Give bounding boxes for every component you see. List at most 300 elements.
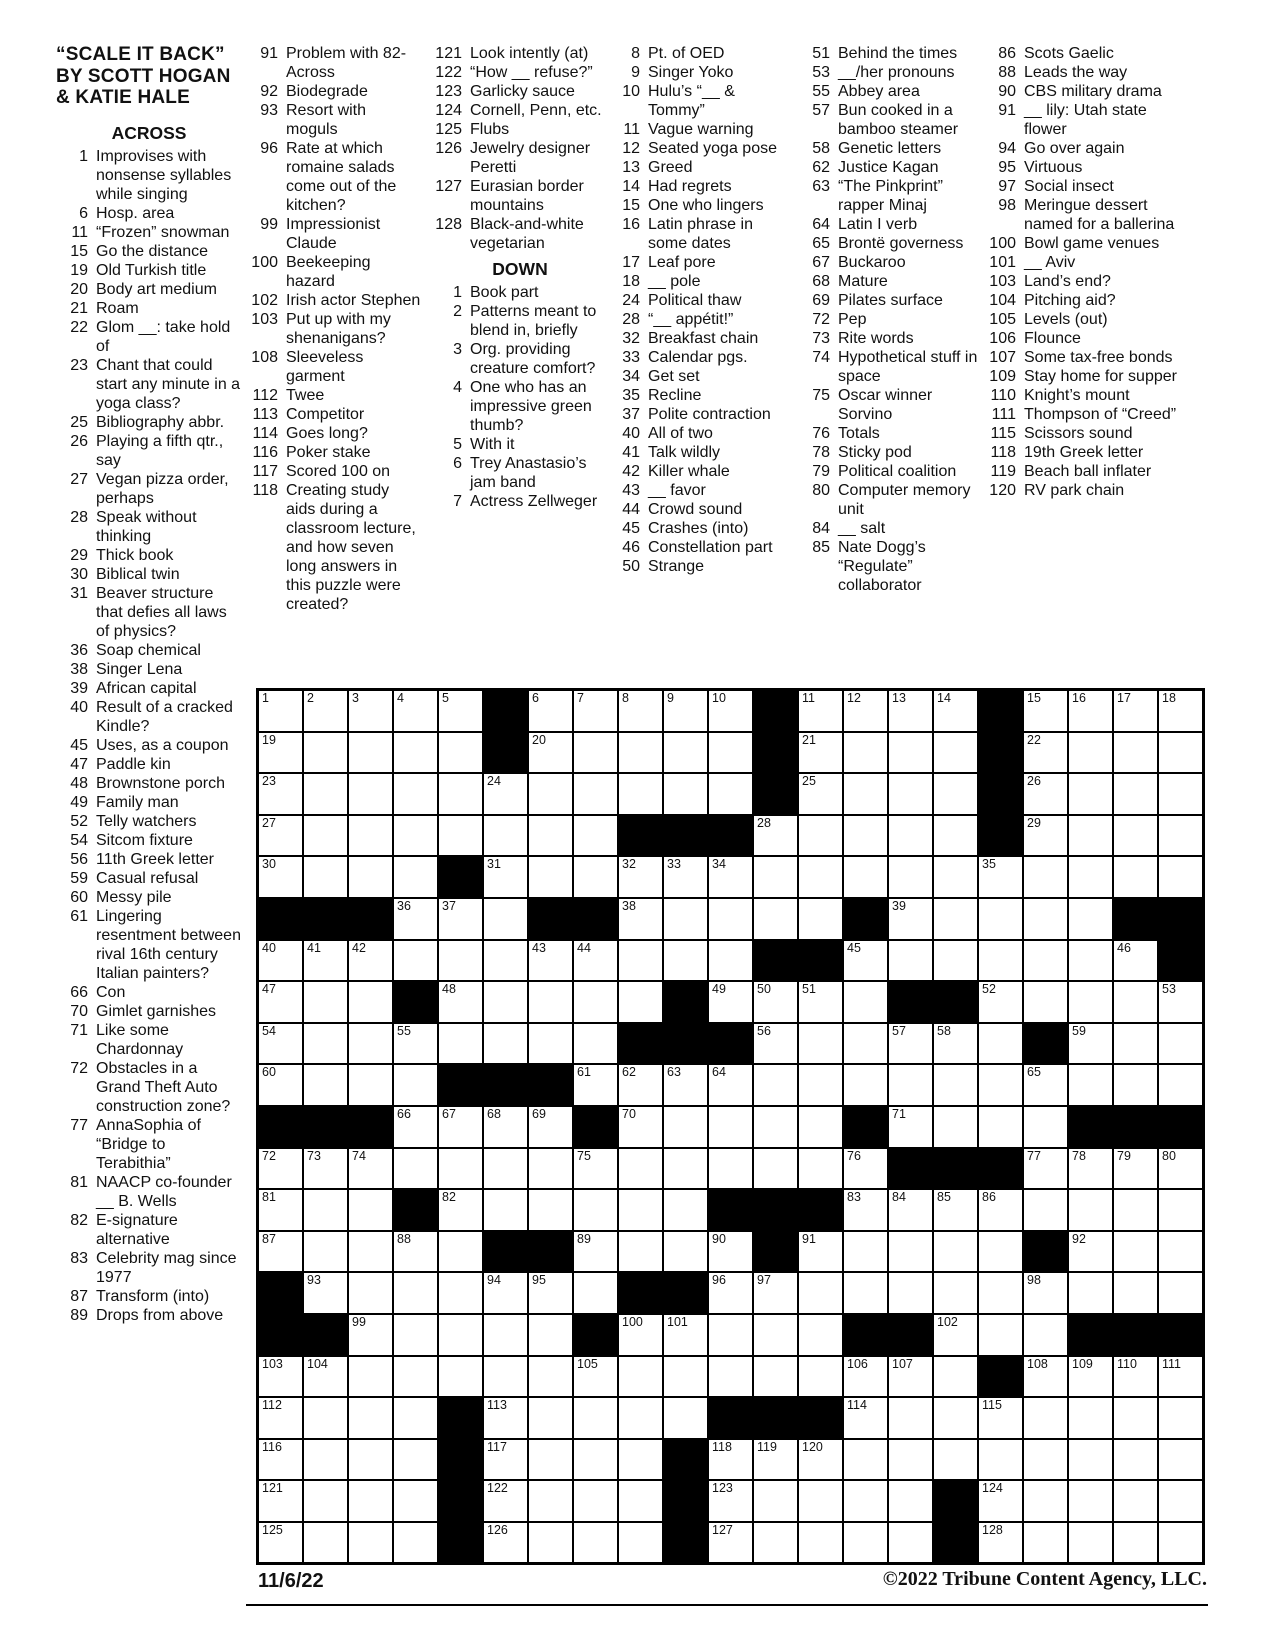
grid-cell-r5-c9[interactable]: [619, 857, 662, 897]
grid-cell-r12-c19[interactable]: [1069, 1149, 1112, 1189]
grid-cell-r10-c14[interactable]: [844, 1065, 887, 1105]
grid-cell-r19-c2[interactable]: [304, 1440, 347, 1480]
grid-cell-r4-c14[interactable]: [844, 816, 887, 856]
grid-cell-r3-c18[interactable]: [1024, 774, 1067, 814]
grid-cell-r10-c4[interactable]: [394, 1065, 437, 1105]
grid-cell-r3-c10[interactable]: [664, 774, 707, 814]
grid-cell-r18-c16[interactable]: [934, 1398, 977, 1438]
grid-cell-r1-c5[interactable]: [439, 691, 482, 731]
grid-cell-r3-c15[interactable]: [889, 774, 932, 814]
grid-cell-r5-c6[interactable]: [484, 857, 527, 897]
grid-cell-r13-c1[interactable]: [259, 1190, 302, 1230]
grid-cell-r8-c2[interactable]: [304, 982, 347, 1022]
grid-cell-r13-c16[interactable]: [934, 1190, 977, 1230]
grid-cell-r18-c1[interactable]: [259, 1398, 302, 1438]
grid-cell-r12-c10[interactable]: [664, 1149, 707, 1189]
grid-cell-r1-c11[interactable]: [709, 691, 752, 731]
grid-cell-r13-c21[interactable]: [1159, 1190, 1202, 1230]
grid-cell-r5-c4[interactable]: [394, 857, 437, 897]
grid-cell-r12-c13[interactable]: [799, 1149, 842, 1189]
grid-cell-r8-c17[interactable]: [979, 982, 1022, 1022]
grid-cell-r7-c17[interactable]: [979, 941, 1022, 981]
grid-cell-r6-c5[interactable]: [439, 899, 482, 939]
grid-cell-r4-c15[interactable]: [889, 816, 932, 856]
grid-cell-r19-c7[interactable]: [529, 1440, 572, 1480]
grid-cell-r5-c17[interactable]: [979, 857, 1022, 897]
grid-cell-r20-c12[interactable]: [754, 1481, 797, 1521]
grid-cell-r7-c4[interactable]: [394, 941, 437, 981]
grid-cell-r17-c12[interactable]: [754, 1357, 797, 1397]
grid-cell-r9-c5[interactable]: [439, 1024, 482, 1064]
grid-cell-r7-c14[interactable]: [844, 941, 887, 981]
grid-cell-r14-c17[interactable]: [979, 1232, 1022, 1272]
grid-cell-r7-c1[interactable]: [259, 941, 302, 981]
grid-cell-r8-c6[interactable]: [484, 982, 527, 1022]
grid-cell-r6-c6[interactable]: [484, 899, 527, 939]
grid-cell-r2-c10[interactable]: [664, 733, 707, 773]
grid-cell-r10-c2[interactable]: [304, 1065, 347, 1105]
grid-cell-r5-c1[interactable]: [259, 857, 302, 897]
grid-cell-r12-c18[interactable]: [1024, 1149, 1067, 1189]
grid-cell-r5-c15[interactable]: [889, 857, 932, 897]
grid-cell-r6-c15[interactable]: [889, 899, 932, 939]
grid-cell-r20-c17[interactable]: [979, 1481, 1022, 1521]
grid-cell-r5-c20[interactable]: [1114, 857, 1157, 897]
grid-cell-r15-c19[interactable]: [1069, 1273, 1112, 1313]
grid-cell-r10-c11[interactable]: [709, 1065, 752, 1105]
grid-cell-r16-c7[interactable]: [529, 1315, 572, 1355]
grid-cell-r3-c14[interactable]: [844, 774, 887, 814]
grid-cell-r13-c18[interactable]: [1024, 1190, 1067, 1230]
grid-cell-r6-c16[interactable]: [934, 899, 977, 939]
grid-cell-r3-c13[interactable]: [799, 774, 842, 814]
grid-cell-r8-c8[interactable]: [574, 982, 617, 1022]
grid-cell-r21-c1[interactable]: [259, 1523, 302, 1563]
grid-cell-r12-c2[interactable]: [304, 1149, 347, 1189]
grid-cell-r12-c12[interactable]: [754, 1149, 797, 1189]
grid-cell-r4-c2[interactable]: [304, 816, 347, 856]
grid-cell-r21-c7[interactable]: [529, 1523, 572, 1563]
grid-cell-r6-c18[interactable]: [1024, 899, 1067, 939]
grid-cell-r4-c4[interactable]: [394, 816, 437, 856]
grid-cell-r7-c11[interactable]: [709, 941, 752, 981]
grid-cell-r6-c9[interactable]: [619, 899, 662, 939]
grid-cell-r15-c15[interactable]: [889, 1273, 932, 1313]
grid-cell-r2-c13[interactable]: [799, 733, 842, 773]
grid-cell-r16-c16[interactable]: [934, 1315, 977, 1355]
grid-cell-r16-c4[interactable]: [394, 1315, 437, 1355]
grid-cell-r21-c6[interactable]: [484, 1523, 527, 1563]
grid-cell-r20-c14[interactable]: [844, 1481, 887, 1521]
grid-cell-r10-c8[interactable]: [574, 1065, 617, 1105]
grid-cell-r14-c20[interactable]: [1114, 1232, 1157, 1272]
grid-cell-r7-c19[interactable]: [1069, 941, 1112, 981]
grid-cell-r5-c2[interactable]: [304, 857, 347, 897]
grid-cell-r1-c8[interactable]: [574, 691, 617, 731]
grid-cell-r17-c6[interactable]: [484, 1357, 527, 1397]
grid-cell-r13-c17[interactable]: [979, 1190, 1022, 1230]
grid-cell-r12-c11[interactable]: [709, 1149, 752, 1189]
grid-cell-r12-c14[interactable]: [844, 1149, 887, 1189]
grid-cell-r11-c7[interactable]: [529, 1107, 572, 1147]
grid-cell-r13-c15[interactable]: [889, 1190, 932, 1230]
grid-cell-r3-c5[interactable]: [439, 774, 482, 814]
grid-cell-r18-c6[interactable]: [484, 1398, 527, 1438]
grid-cell-r11-c11[interactable]: [709, 1107, 752, 1147]
grid-cell-r21-c3[interactable]: [349, 1523, 392, 1563]
grid-cell-r9-c19[interactable]: [1069, 1024, 1112, 1064]
grid-cell-r14-c3[interactable]: [349, 1232, 392, 1272]
grid-cell-r1-c16[interactable]: [934, 691, 977, 731]
grid-cell-r19-c9[interactable]: [619, 1440, 662, 1480]
grid-cell-r19-c11[interactable]: [709, 1440, 752, 1480]
grid-cell-r20-c18[interactable]: [1024, 1481, 1067, 1521]
grid-cell-r20-c15[interactable]: [889, 1481, 932, 1521]
grid-cell-r4-c6[interactable]: [484, 816, 527, 856]
grid-cell-r13-c10[interactable]: [664, 1190, 707, 1230]
grid-cell-r10-c3[interactable]: [349, 1065, 392, 1105]
grid-cell-r2-c4[interactable]: [394, 733, 437, 773]
grid-cell-r7-c20[interactable]: [1114, 941, 1157, 981]
grid-cell-r18-c19[interactable]: [1069, 1398, 1112, 1438]
grid-cell-r10-c17[interactable]: [979, 1065, 1022, 1105]
grid-cell-r3-c2[interactable]: [304, 774, 347, 814]
grid-cell-r4-c3[interactable]: [349, 816, 392, 856]
grid-cell-r10-c18[interactable]: [1024, 1065, 1067, 1105]
grid-cell-r2-c19[interactable]: [1069, 733, 1112, 773]
grid-cell-r9-c17[interactable]: [979, 1024, 1022, 1064]
grid-cell-r17-c10[interactable]: [664, 1357, 707, 1397]
grid-cell-r17-c19[interactable]: [1069, 1357, 1112, 1397]
grid-cell-r18-c3[interactable]: [349, 1398, 392, 1438]
grid-cell-r15-c7[interactable]: [529, 1273, 572, 1313]
grid-cell-r16-c5[interactable]: [439, 1315, 482, 1355]
grid-cell-r9-c14[interactable]: [844, 1024, 887, 1064]
grid-cell-r9-c6[interactable]: [484, 1024, 527, 1064]
grid-cell-r13-c9[interactable]: [619, 1190, 662, 1230]
grid-cell-r17-c4[interactable]: [394, 1357, 437, 1397]
grid-cell-r14-c15[interactable]: [889, 1232, 932, 1272]
grid-cell-r20-c3[interactable]: [349, 1481, 392, 1521]
grid-cell-r10-c15[interactable]: [889, 1065, 932, 1105]
grid-cell-r19-c17[interactable]: [979, 1440, 1022, 1480]
grid-cell-r2-c2[interactable]: [304, 733, 347, 773]
grid-cell-r9-c3[interactable]: [349, 1024, 392, 1064]
grid-cell-r6-c11[interactable]: [709, 899, 752, 939]
grid-cell-r19-c14[interactable]: [844, 1440, 887, 1480]
grid-cell-r17-c18[interactable]: [1024, 1357, 1067, 1397]
grid-cell-r8-c19[interactable]: [1069, 982, 1112, 1022]
grid-cell-r15-c8[interactable]: [574, 1273, 617, 1313]
grid-cell-r14-c14[interactable]: [844, 1232, 887, 1272]
grid-cell-r1-c21[interactable]: [1159, 691, 1202, 731]
grid-cell-r20-c9[interactable]: [619, 1481, 662, 1521]
grid-cell-r14-c5[interactable]: [439, 1232, 482, 1272]
grid-cell-r8-c7[interactable]: [529, 982, 572, 1022]
grid-cell-r20-c8[interactable]: [574, 1481, 617, 1521]
grid-cell-r17-c2[interactable]: [304, 1357, 347, 1397]
grid-cell-r18-c15[interactable]: [889, 1398, 932, 1438]
grid-cell-r13-c5[interactable]: [439, 1190, 482, 1230]
grid-cell-r9-c7[interactable]: [529, 1024, 572, 1064]
grid-cell-r21-c2[interactable]: [304, 1523, 347, 1563]
grid-cell-r1-c3[interactable]: [349, 691, 392, 731]
grid-cell-r15-c3[interactable]: [349, 1273, 392, 1313]
grid-cell-r16-c11[interactable]: [709, 1315, 752, 1355]
grid-cell-r2-c16[interactable]: [934, 733, 977, 773]
grid-cell-r17-c11[interactable]: [709, 1357, 752, 1397]
grid-cell-r7-c7[interactable]: [529, 941, 572, 981]
grid-cell-r8-c9[interactable]: [619, 982, 662, 1022]
grid-cell-r10-c20[interactable]: [1114, 1065, 1157, 1105]
grid-cell-r9-c15[interactable]: [889, 1024, 932, 1064]
grid-cell-r3-c9[interactable]: [619, 774, 662, 814]
grid-cell-r9-c1[interactable]: [259, 1024, 302, 1064]
grid-cell-r8-c14[interactable]: [844, 982, 887, 1022]
grid-cell-r14-c16[interactable]: [934, 1232, 977, 1272]
grid-cell-r9-c4[interactable]: [394, 1024, 437, 1064]
grid-cell-r21-c9[interactable]: [619, 1523, 662, 1563]
grid-cell-r10-c12[interactable]: [754, 1065, 797, 1105]
grid-cell-r12-c20[interactable]: [1114, 1149, 1157, 1189]
grid-cell-r6-c19[interactable]: [1069, 899, 1112, 939]
grid-cell-r21-c19[interactable]: [1069, 1523, 1112, 1563]
grid-cell-r18-c2[interactable]: [304, 1398, 347, 1438]
grid-cell-r13-c3[interactable]: [349, 1190, 392, 1230]
grid-cell-r14-c8[interactable]: [574, 1232, 617, 1272]
grid-cell-r12-c7[interactable]: [529, 1149, 572, 1189]
grid-cell-r19-c21[interactable]: [1159, 1440, 1202, 1480]
grid-cell-r13-c14[interactable]: [844, 1190, 887, 1230]
grid-cell-r11-c15[interactable]: [889, 1107, 932, 1147]
grid-cell-r16-c9[interactable]: [619, 1315, 662, 1355]
grid-cell-r17-c16[interactable]: [934, 1357, 977, 1397]
grid-cell-r14-c2[interactable]: [304, 1232, 347, 1272]
grid-cell-r5-c12[interactable]: [754, 857, 797, 897]
grid-cell-r12-c3[interactable]: [349, 1149, 392, 1189]
grid-cell-r5-c14[interactable]: [844, 857, 887, 897]
grid-cell-r19-c12[interactable]: [754, 1440, 797, 1480]
grid-cell-r21-c12[interactable]: [754, 1523, 797, 1563]
grid-cell-r4-c18[interactable]: [1024, 816, 1067, 856]
grid-cell-r20-c6[interactable]: [484, 1481, 527, 1521]
grid-cell-r9-c16[interactable]: [934, 1024, 977, 1064]
grid-cell-r18-c20[interactable]: [1114, 1398, 1157, 1438]
grid-cell-r10-c10[interactable]: [664, 1065, 707, 1105]
grid-cell-r7-c8[interactable]: [574, 941, 617, 981]
grid-cell-r7-c5[interactable]: [439, 941, 482, 981]
grid-cell-r12-c8[interactable]: [574, 1149, 617, 1189]
grid-cell-r20-c20[interactable]: [1114, 1481, 1157, 1521]
grid-cell-r4-c7[interactable]: [529, 816, 572, 856]
grid-cell-r20-c1[interactable]: [259, 1481, 302, 1521]
grid-cell-r8-c18[interactable]: [1024, 982, 1067, 1022]
grid-cell-r15-c4[interactable]: [394, 1273, 437, 1313]
grid-cell-r15-c21[interactable]: [1159, 1273, 1202, 1313]
grid-cell-r5-c10[interactable]: [664, 857, 707, 897]
grid-cell-r4-c12[interactable]: [754, 816, 797, 856]
grid-cell-r2-c5[interactable]: [439, 733, 482, 773]
grid-cell-r13-c20[interactable]: [1114, 1190, 1157, 1230]
grid-cell-r18-c9[interactable]: [619, 1398, 662, 1438]
grid-cell-r11-c10[interactable]: [664, 1107, 707, 1147]
grid-cell-r20-c13[interactable]: [799, 1481, 842, 1521]
grid-cell-r18-c18[interactable]: [1024, 1398, 1067, 1438]
grid-cell-r17-c13[interactable]: [799, 1357, 842, 1397]
grid-cell-r2-c20[interactable]: [1114, 733, 1157, 773]
grid-cell-r17-c5[interactable]: [439, 1357, 482, 1397]
grid-cell-r4-c19[interactable]: [1069, 816, 1112, 856]
grid-cell-r10-c21[interactable]: [1159, 1065, 1202, 1105]
grid-cell-r10-c16[interactable]: [934, 1065, 977, 1105]
grid-cell-r7-c2[interactable]: [304, 941, 347, 981]
grid-cell-r17-c14[interactable]: [844, 1357, 887, 1397]
grid-cell-r19-c15[interactable]: [889, 1440, 932, 1480]
grid-cell-r15-c17[interactable]: [979, 1273, 1022, 1313]
grid-cell-r3-c7[interactable]: [529, 774, 572, 814]
grid-cell-r4-c21[interactable]: [1159, 816, 1202, 856]
grid-cell-r15-c2[interactable]: [304, 1273, 347, 1313]
grid-cell-r17-c21[interactable]: [1159, 1357, 1202, 1397]
grid-cell-r1-c14[interactable]: [844, 691, 887, 731]
grid-cell-r15-c20[interactable]: [1114, 1273, 1157, 1313]
grid-cell-r1-c20[interactable]: [1114, 691, 1157, 731]
grid-cell-r2-c9[interactable]: [619, 733, 662, 773]
grid-cell-r8-c5[interactable]: [439, 982, 482, 1022]
grid-cell-r17-c9[interactable]: [619, 1357, 662, 1397]
grid-cell-r20-c21[interactable]: [1159, 1481, 1202, 1521]
grid-cell-r1-c18[interactable]: [1024, 691, 1067, 731]
grid-cell-r18-c21[interactable]: [1159, 1398, 1202, 1438]
grid-cell-r2-c14[interactable]: [844, 733, 887, 773]
grid-cell-r15-c6[interactable]: [484, 1273, 527, 1313]
grid-cell-r21-c21[interactable]: [1159, 1523, 1202, 1563]
grid-cell-r12-c5[interactable]: [439, 1149, 482, 1189]
grid-cell-r1-c9[interactable]: [619, 691, 662, 731]
grid-cell-r16-c10[interactable]: [664, 1315, 707, 1355]
grid-cell-r3-c1[interactable]: [259, 774, 302, 814]
grid-cell-r20-c11[interactable]: [709, 1481, 752, 1521]
grid-cell-r5-c19[interactable]: [1069, 857, 1112, 897]
grid-cell-r21-c13[interactable]: [799, 1523, 842, 1563]
grid-cell-r11-c5[interactable]: [439, 1107, 482, 1147]
grid-cell-r9-c13[interactable]: [799, 1024, 842, 1064]
grid-cell-r4-c1[interactable]: [259, 816, 302, 856]
grid-cell-r20-c19[interactable]: [1069, 1481, 1112, 1521]
grid-cell-r8-c13[interactable]: [799, 982, 842, 1022]
grid-cell-r5-c18[interactable]: [1024, 857, 1067, 897]
grid-cell-r8-c11[interactable]: [709, 982, 752, 1022]
grid-cell-r5-c16[interactable]: [934, 857, 977, 897]
grid-cell-r10-c13[interactable]: [799, 1065, 842, 1105]
grid-cell-r7-c6[interactable]: [484, 941, 527, 981]
grid-cell-r12-c21[interactable]: [1159, 1149, 1202, 1189]
grid-cell-r7-c3[interactable]: [349, 941, 392, 981]
grid-cell-r3-c8[interactable]: [574, 774, 617, 814]
grid-cell-r2-c21[interactable]: [1159, 733, 1202, 773]
grid-cell-r15-c16[interactable]: [934, 1273, 977, 1313]
grid-cell-r4-c16[interactable]: [934, 816, 977, 856]
grid-cell-r1-c10[interactable]: [664, 691, 707, 731]
grid-cell-r1-c15[interactable]: [889, 691, 932, 731]
grid-cell-r5-c7[interactable]: [529, 857, 572, 897]
grid-cell-r14-c10[interactable]: [664, 1232, 707, 1272]
grid-cell-r16-c6[interactable]: [484, 1315, 527, 1355]
grid-cell-r6-c13[interactable]: [799, 899, 842, 939]
grid-cell-r17-c7[interactable]: [529, 1357, 572, 1397]
grid-cell-r2-c8[interactable]: [574, 733, 617, 773]
grid-cell-r19-c19[interactable]: [1069, 1440, 1112, 1480]
grid-cell-r14-c13[interactable]: [799, 1232, 842, 1272]
grid-cell-r2-c15[interactable]: [889, 733, 932, 773]
grid-cell-r21-c8[interactable]: [574, 1523, 617, 1563]
grid-cell-r15-c14[interactable]: [844, 1273, 887, 1313]
grid-cell-r21-c11[interactable]: [709, 1523, 752, 1563]
grid-cell-r19-c6[interactable]: [484, 1440, 527, 1480]
grid-cell-r10-c1[interactable]: [259, 1065, 302, 1105]
grid-cell-r16-c12[interactable]: [754, 1315, 797, 1355]
grid-cell-r12-c1[interactable]: [259, 1149, 302, 1189]
grid-cell-r1-c13[interactable]: [799, 691, 842, 731]
grid-cell-r17-c15[interactable]: [889, 1357, 932, 1397]
grid-cell-r2-c3[interactable]: [349, 733, 392, 773]
grid-cell-r11-c13[interactable]: [799, 1107, 842, 1147]
grid-cell-r4-c13[interactable]: [799, 816, 842, 856]
grid-cell-r14-c21[interactable]: [1159, 1232, 1202, 1272]
grid-cell-r4-c5[interactable]: [439, 816, 482, 856]
grid-cell-r21-c15[interactable]: [889, 1523, 932, 1563]
grid-cell-r18-c8[interactable]: [574, 1398, 617, 1438]
grid-cell-r11-c4[interactable]: [394, 1107, 437, 1147]
grid-cell-r6-c10[interactable]: [664, 899, 707, 939]
grid-cell-r10-c9[interactable]: [619, 1065, 662, 1105]
grid-cell-r9-c20[interactable]: [1114, 1024, 1157, 1064]
grid-cell-r12-c4[interactable]: [394, 1149, 437, 1189]
grid-cell-r19-c20[interactable]: [1114, 1440, 1157, 1480]
grid-cell-r11-c17[interactable]: [979, 1107, 1022, 1147]
grid-cell-r11-c18[interactable]: [1024, 1107, 1067, 1147]
grid-cell-r4-c20[interactable]: [1114, 816, 1157, 856]
grid-cell-r19-c18[interactable]: [1024, 1440, 1067, 1480]
grid-cell-r7-c15[interactable]: [889, 941, 932, 981]
grid-cell-r10-c19[interactable]: [1069, 1065, 1112, 1105]
grid-cell-r13-c2[interactable]: [304, 1190, 347, 1230]
grid-cell-r13-c8[interactable]: [574, 1190, 617, 1230]
grid-cell-r16-c13[interactable]: [799, 1315, 842, 1355]
grid-cell-r21-c20[interactable]: [1114, 1523, 1157, 1563]
grid-cell-r12-c6[interactable]: [484, 1149, 527, 1189]
grid-cell-r8-c1[interactable]: [259, 982, 302, 1022]
grid-cell-r17-c20[interactable]: [1114, 1357, 1157, 1397]
grid-cell-r19-c1[interactable]: [259, 1440, 302, 1480]
grid-cell-r18-c17[interactable]: [979, 1398, 1022, 1438]
grid-cell-r16-c3[interactable]: [349, 1315, 392, 1355]
grid-cell-r15-c18[interactable]: [1024, 1273, 1067, 1313]
grid-cell-r14-c4[interactable]: [394, 1232, 437, 1272]
grid-cell-r19-c8[interactable]: [574, 1440, 617, 1480]
grid-cell-r18-c4[interactable]: [394, 1398, 437, 1438]
grid-cell-r9-c21[interactable]: [1159, 1024, 1202, 1064]
grid-cell-r14-c9[interactable]: [619, 1232, 662, 1272]
grid-cell-r4-c8[interactable]: [574, 816, 617, 856]
grid-cell-r8-c12[interactable]: [754, 982, 797, 1022]
grid-cell-r1-c4[interactable]: [394, 691, 437, 731]
grid-cell-r13-c19[interactable]: [1069, 1190, 1112, 1230]
grid-cell-r19-c13[interactable]: [799, 1440, 842, 1480]
grid-cell-r8-c21[interactable]: [1159, 982, 1202, 1022]
grid-cell-r1-c7[interactable]: [529, 691, 572, 731]
grid-cell-r14-c11[interactable]: [709, 1232, 752, 1272]
